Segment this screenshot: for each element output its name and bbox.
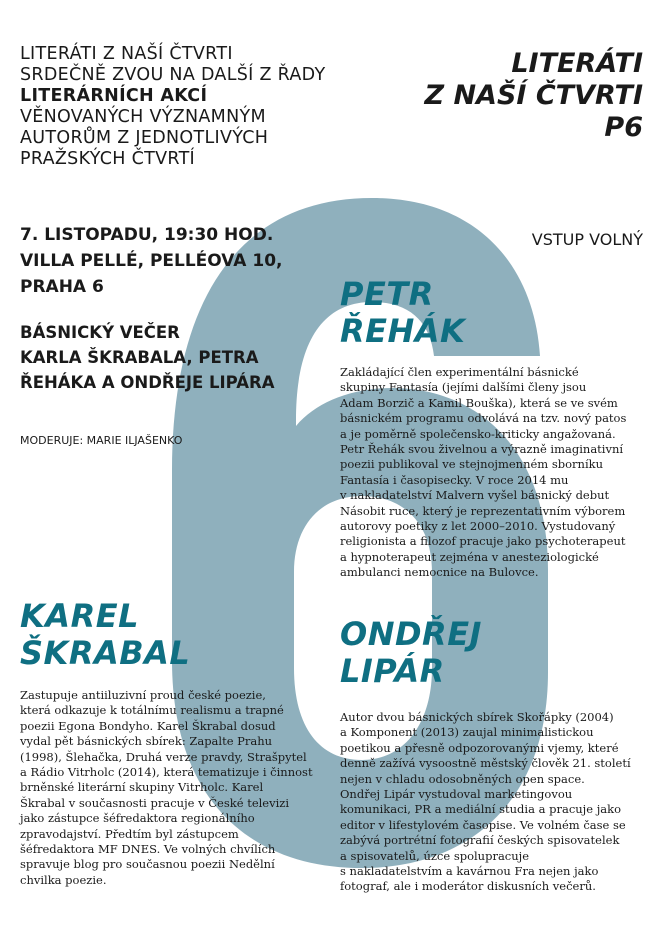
series-title-line: LITERÁTI: [511, 48, 643, 79]
bio-line: básnickém programu odvolává na tzv. nový patos: [340, 411, 627, 426]
event-venue: VILLA PELLÉ, PELLÉOVA 10,: [20, 251, 283, 271]
bio-line: nejen v chladu odosobněných open space.: [340, 771, 585, 786]
author-last-name: LIPÁR: [340, 652, 445, 690]
bio-line: Škrabal v současnosti pracuje v České televizi: [20, 795, 290, 810]
entry-note: VSTUP VOLNÝ: [531, 230, 643, 249]
author-last-name: ŘEHÁK: [340, 312, 466, 350]
bio-ondrej-lipar: [340, 710, 631, 895]
bio-line: Zakládající člen experimentální básnické: [340, 365, 579, 379]
intro-text: [20, 44, 325, 170]
author-last-name: ŠKRABAL: [20, 634, 191, 672]
bio-line: zabývá portrétní fotografií českých spisovatelek: [340, 833, 620, 848]
bio-line: která odkazuje k totálnímu realismu a trapné: [20, 703, 284, 718]
bio-line: komunikaci, PR a mediální studia a pracuje jako: [340, 802, 622, 817]
program-line: BÁSNICKÝ VEČER: [20, 323, 180, 342]
bio-petr-rehak: [340, 365, 626, 581]
bio-line: Ondřej Lipár vystudoval marketingovou: [340, 787, 573, 802]
bio-line: Adam Borzič a Kamil Bouška), která se ve svém: [340, 395, 618, 410]
series-title-line: P6: [604, 112, 643, 143]
bio-line: s nakladatelstvím a kavárnou Fra nejen jako: [340, 864, 599, 879]
series-title: [424, 48, 643, 144]
bio-line: šéfredaktora MF DNES. Ve volných chvílích: [20, 842, 276, 857]
bio-line: skupiny Fantasía (jejími dalšími členy jsou: [340, 380, 587, 395]
bio-line: poezii publikoval ve stejnojmenném sborníku: [340, 457, 604, 472]
bio-line: ambulanci nemocnice na Bulovce.: [340, 565, 539, 580]
bio-line: religionista a filozof pracuje jako psychoterapeut: [340, 534, 626, 549]
bio-line: denně zažívá vysoostně městský člověk 21. století: [340, 756, 631, 771]
moderator: MODERUJE: MARIE ILJAŠENKO: [20, 434, 183, 447]
bio-line: Petr Řehák svou živelnou a výrazně imaginativní: [340, 442, 624, 457]
program-line: KARLA ŠKRABALA, PETRA: [20, 348, 259, 367]
bio-line: editor v lifestylovém časopise. Ve volném čase se: [340, 817, 626, 832]
bio-line: a je poměrně společensko-kriticky angažovaná.: [340, 426, 616, 441]
bio-line: zpravodajství. Předtím byl zástupcem: [20, 826, 239, 841]
author-name-ondrej-lipar: [340, 616, 482, 690]
bio-line: Autor dvou básnických sbírek Skořápky (2004): [340, 710, 614, 724]
bio-line: jako zástupce šéfredaktora regionálního: [20, 811, 255, 826]
bio-line: Fantasía i časopisecky. V roce 2014 mu: [340, 472, 569, 487]
bio-line: a hypnoterapeut zejména v anesteziologické: [340, 549, 599, 564]
bio-line: autorovy poetiky z let 2000–2010. Vystudovaný: [340, 519, 616, 534]
bio-line: poezii Egona Bondyho. Karel Škrabal dosud: [20, 718, 276, 733]
bio-line: a spisovatelů, úzce spolupracuje: [340, 848, 530, 863]
series-title-line: Z NAŠÍ ČTVRTI: [424, 80, 643, 111]
intro-line: AUTORŮM Z JEDNOTLIVÝCH: [20, 128, 269, 148]
bio-line: poetikou a přesně odpozorovanými vjemy, které: [340, 740, 619, 755]
author-name-karel-skrabal: [20, 598, 190, 672]
intro-line: SRDEČNĚ ZVOU NA DALŠÍ Z ŘADY: [20, 65, 326, 85]
bio-line: chvilka poezie.: [20, 872, 107, 887]
program-line: ŘEHÁKA A ONDŘEJE LIPÁRA: [20, 373, 275, 392]
event-date: 7. LISTOPADU, 19:30 HOD.: [20, 225, 274, 245]
intro-line: PRAŽSKÝCH ČTVRTÍ: [20, 149, 196, 169]
bio-line: a Rádio Vitrholc (2014), která tematizuje i činnost: [20, 765, 313, 780]
bio-line: Násobit ruce, který je reprezentativním výborem: [340, 503, 626, 518]
intro-line: VĚNOVANÝCH VÝZNAMNÝM: [20, 107, 266, 127]
bio-karel-skrabal: [20, 688, 313, 888]
bio-line: (1998), Šlehačka, Druhá verze pravdy, Strašpytel: [20, 749, 307, 764]
author-first-name: PETR: [340, 275, 434, 313]
event-city: PRAHA 6: [20, 277, 104, 297]
intro-line: LITERÁTI Z NAŠÍ ČTVRTI: [20, 44, 233, 64]
bio-line: vydal pět básnických sbírek: Zapalte Prahu: [20, 734, 273, 749]
bio-line: fotograf, ale i moderátor diskusních večerů.: [340, 879, 596, 894]
program: [20, 320, 275, 395]
bio-line: spravuje blog pro současnou poezii Nedělní: [20, 857, 275, 872]
bio-line: brněnské literární skupiny Vitrholc. Karel: [20, 780, 264, 795]
author-first-name: KAREL: [20, 597, 139, 635]
author-name-petr-rehak: [340, 276, 465, 350]
event-info: [20, 222, 283, 300]
bio-line: Zastupuje antiiluzivní proud české poezie,: [20, 688, 266, 702]
intro-line: LITERÁRNÍCH AKCÍ: [20, 86, 208, 106]
author-first-name: ONDŘEJ: [340, 615, 482, 653]
bio-line: a Komponent (2013) zaujal minimalistickou: [340, 725, 594, 740]
bio-line: v nakladatelství Malvern vyšel básnický debut: [340, 488, 610, 503]
